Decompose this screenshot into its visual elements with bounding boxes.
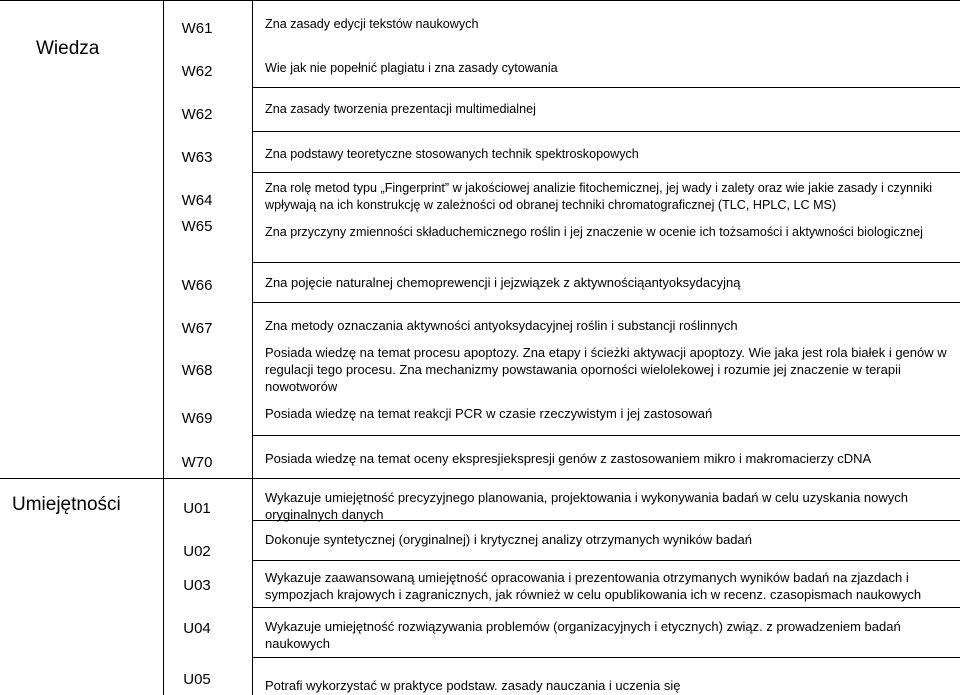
code-w62: W62 (181, 63, 213, 80)
code-w67: W67 (181, 320, 213, 337)
row-divider (252, 435, 960, 436)
desc-w67: Zna metody oznaczania aktywności antyoksydacyjnej roślin i substancji roślinnych (265, 318, 738, 333)
row-divider (252, 172, 960, 173)
desc-u03: Wykazuje zaawansowaną umiejętność opracowania i prezentowania otrzymanych wyników badań na zjazdach i sympozjach krajowych i zagranicznych, jak również w celu opublikowania ich w recenz. czasopismach naukowych (265, 570, 922, 602)
code-w62-b: W62 (181, 106, 213, 123)
code-w66: W66 (181, 277, 213, 294)
category-wiedza: Wiedza (36, 38, 100, 59)
desc-w62: Wie jak nie popełnić plagiatu i zna zasady cytowania (265, 61, 558, 75)
desc-w70: Posiada wiedzę na temat oceny ekspresjiekspresji genów z zastosowaniem mikro i makromacierzy cDNA (265, 451, 872, 466)
code-w69: W69 (181, 410, 213, 427)
desc-u04: Wykazuje umiejętność rozwiązywania problemów (organizacyjnych i etycznych) związ. z prowadzeniem badań naukowych (265, 619, 901, 651)
desc-u05: Potrafi wykorzystać w praktyce podstaw. zasady nauczania i uczenia się (265, 678, 681, 693)
row-divider (252, 607, 960, 608)
column-divider-1 (163, 0, 164, 695)
desc-w66: Zna pojęcie naturalnej chemoprewencji i jejzwiązek z aktywnościąantyoksydacyjną (265, 275, 741, 290)
desc-u01: Wykazuje umiejętność precyzyjnego planowania, projektowania i wykonywania badań w celu uzyskania nowych oryginalnych danych (265, 490, 909, 522)
code-u04: U04 (183, 620, 211, 637)
top-rule (0, 0, 960, 1)
category-umiejetnosci: Umiejętności (12, 494, 121, 515)
desc-w62-b: Zna zasady tworzenia prezentacji multimedialnej (265, 102, 536, 116)
row-divider (252, 262, 960, 263)
row-divider (252, 657, 960, 658)
desc-w69: Posiada wiedzę na temat reakcji PCR w czasie rzeczywistym i jej zastosowań (265, 406, 713, 421)
code-w63: W63 (181, 149, 213, 166)
code-w70: W70 (181, 454, 213, 471)
code-u01: U01 (183, 500, 211, 517)
code-u02: U02 (183, 543, 211, 560)
desc-w61: Zna zasady edycji tekstów naukowych (265, 17, 479, 31)
row-divider (252, 560, 960, 561)
row-divider (252, 131, 960, 132)
desc-u02: Dokonuje syntetycznej (oryginalnej) i krytycznej analizy otrzymanych wyników badań (265, 532, 752, 547)
code-w64: W64 (181, 192, 213, 209)
desc-w68: Posiada wiedzę na temat procesu apoptozy. Zna etapy i ścieżki aktywacji apoptozy. Wie jaka jest rola białek i genów w regulacji tego procesu. Zna mechanizmy powstawania oporności wielolekowej i rozumie jej znaczenie w terapii nowotworów (265, 345, 947, 394)
section-divider (0, 478, 960, 479)
desc-w64: Zna rolę metod typu „Fingerprint” w jakościowej analizie fitochemicznej, jej wady i zalety oraz wie jakie zasady i czynniki wpływają na ich konstrukcję w zależności od obranej techniki chromatograficznej (TLC, HPLC, LC MS) (265, 181, 933, 212)
code-w68: W68 (181, 362, 213, 379)
code-u03: U03 (183, 577, 211, 594)
desc-w65: Zna przyczyny zmienności składuchemicznego roślin i jej znaczenie w ocenie ich tożsamości i aktywności biologicznej (265, 225, 923, 239)
row-divider (252, 302, 960, 303)
code-w61: W61 (181, 20, 213, 37)
column-divider-2 (252, 0, 253, 695)
code-w65: W65 (181, 218, 213, 235)
code-u05: U05 (183, 671, 211, 688)
row-divider (252, 87, 960, 88)
desc-w63: Zna podstawy teoretyczne stosowanych technik spektroskopowych (265, 147, 639, 161)
